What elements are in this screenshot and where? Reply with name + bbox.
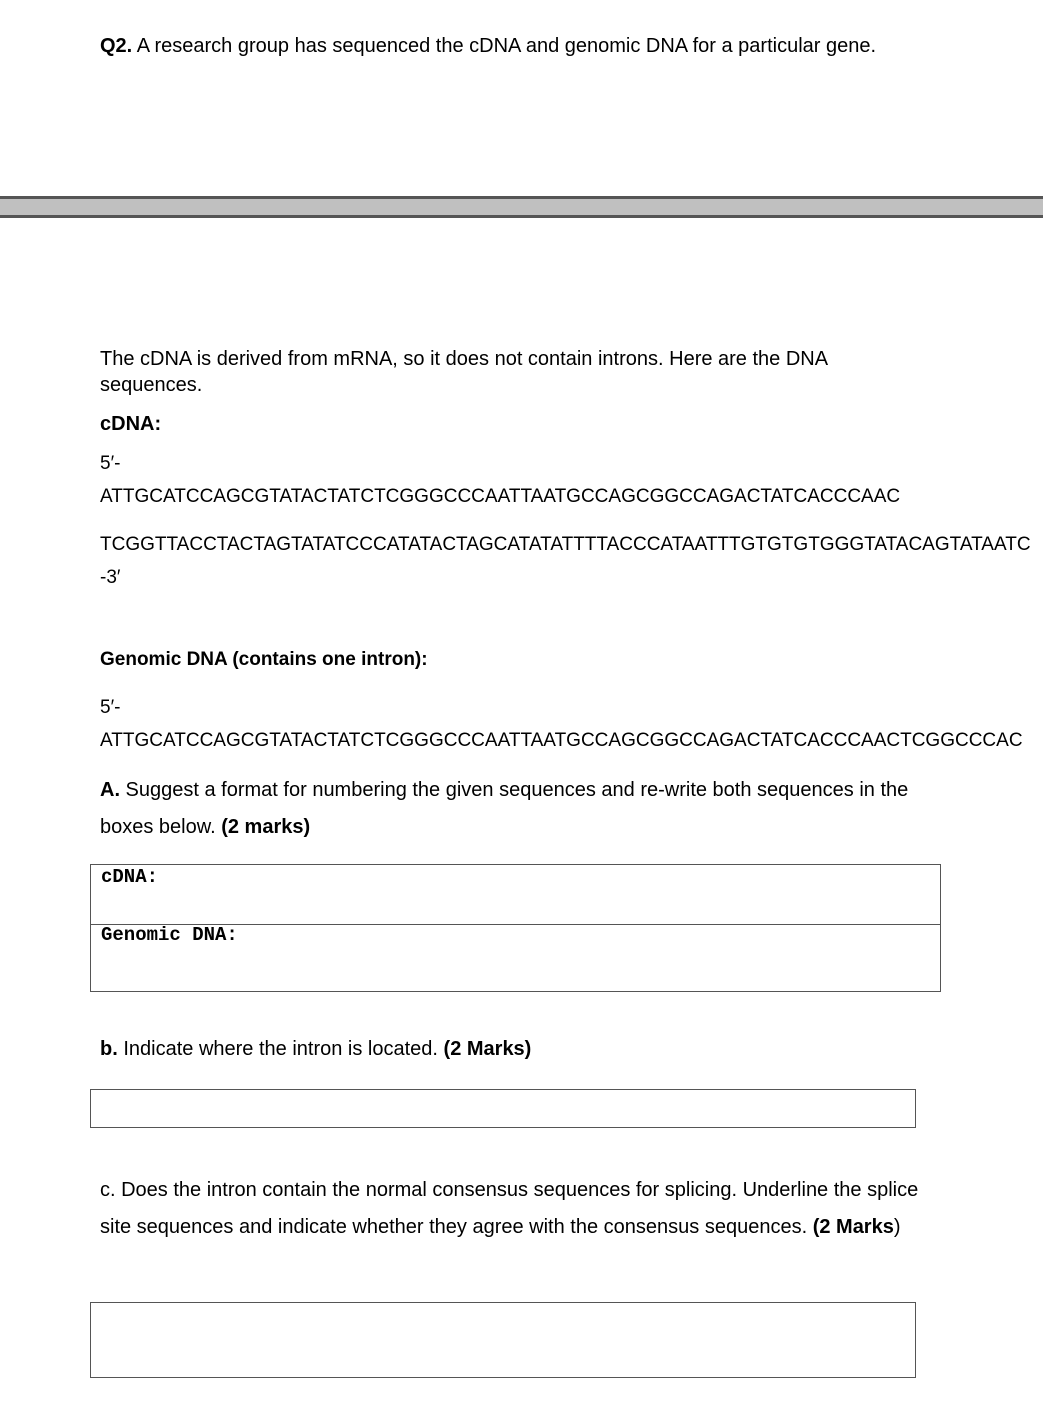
genomic-five-prime: 5′- bbox=[100, 697, 121, 718]
intro-paragraph: The cDNA is derived from mRNA, so it does not contain introns. Here are the DNA sequences. bbox=[100, 348, 827, 396]
part-a-prefix: A. bbox=[100, 779, 120, 801]
section-divider bbox=[0, 196, 1043, 218]
genomic-dna-label: Genomic DNA (contains one intron): bbox=[100, 649, 428, 670]
part-c-question bbox=[100, 1172, 930, 1246]
part-a-marks: (2 marks) bbox=[221, 816, 311, 838]
cdna-answer-label: cDNA: bbox=[101, 866, 159, 888]
part-b-answer-box[interactable] bbox=[90, 1089, 916, 1128]
part-b-marks: (2 Marks) bbox=[443, 1038, 532, 1060]
cdna-three-prime: -3′ bbox=[100, 567, 121, 588]
part-a-answer-box[interactable] bbox=[90, 864, 941, 992]
genomic-answer-label: Genomic DNA: bbox=[101, 924, 238, 946]
part-b-prefix: b. bbox=[100, 1038, 118, 1060]
part-a-question bbox=[100, 772, 940, 846]
cdna-sequence-line-1: ATTGCATCCAGCGTATACTATCTCGGGCCCAATTAATGCCAGCGGCCAGACTATCACCCAAC bbox=[100, 486, 901, 507]
genomic-sequence-line-1: ATTGCATCCAGCGTATACTATCTCGGGCCCAATTAATGCCAGCGGCCAGACTATCACCCAACTCGGCCCAC bbox=[100, 730, 1023, 751]
cdna-five-prime: 5′- bbox=[100, 453, 121, 474]
part-c-close: ) bbox=[893, 1216, 901, 1238]
part-c-answer-box[interactable] bbox=[90, 1302, 916, 1378]
part-a-text: Suggest a format for numbering the given sequences and re-write both sequences in the boxes below. bbox=[100, 779, 909, 838]
part-c-text: c. Does the intron contain the normal consensus sequences for splicing. Underline the splice site sequences and indicate whether they agree with the consensus sequences. bbox=[100, 1179, 919, 1238]
part-b-question bbox=[100, 1038, 531, 1061]
cdna-sequence-line-2: TCGGTTACCTACTAGTATATCCCATATACTAGCATATATTTTACCCATAATTTGTGTGTGGGTATACAGTATAATC bbox=[100, 534, 1031, 555]
cdna-label: cDNA: bbox=[100, 413, 162, 435]
part-c-marks: (2 Marks bbox=[812, 1216, 894, 1238]
question-text: A research group has sequenced the cDNA and genomic DNA for a particular gene. bbox=[132, 35, 877, 57]
question-number: Q2. bbox=[100, 35, 133, 57]
question-heading bbox=[100, 35, 876, 58]
cdna-answer-row[interactable] bbox=[91, 865, 940, 925]
part-b-text: Indicate where the intron is located. bbox=[117, 1038, 444, 1060]
